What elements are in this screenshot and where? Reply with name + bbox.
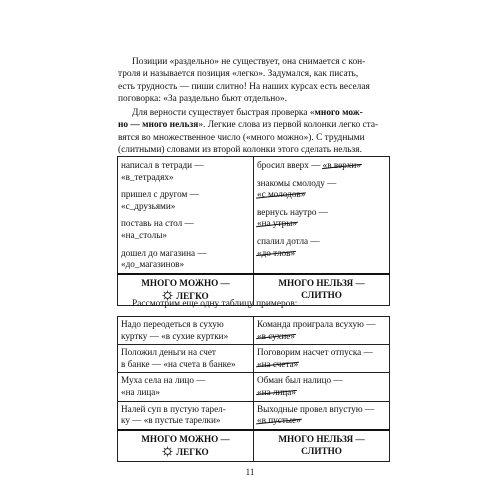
list-item xyxy=(257,347,386,370)
table-row xyxy=(118,345,390,373)
example-phrase: Надо переодеться в сухую xyxy=(121,319,224,329)
footer-joined xyxy=(254,430,390,462)
footer-line: СЛИТНО xyxy=(301,446,342,457)
text-line: есть трудность — пиши слитно! На наших курсах есть веселая xyxy=(118,81,370,92)
example-phrase: поставь на стол — xyxy=(121,218,194,229)
examples-table-2 xyxy=(117,316,390,462)
list-item xyxy=(121,189,250,212)
text-line: троля и называется позиция «легко». Задумался, как писать, xyxy=(118,69,359,80)
text-line: (слитными) словами из второй колонки этого сделать нельзя. xyxy=(118,145,362,156)
text-line xyxy=(118,119,390,131)
text-fragment: Для верности существует быстрая проверка « xyxy=(132,108,315,118)
struck-plural: «на счета» xyxy=(257,358,299,369)
table-row xyxy=(118,401,390,430)
list-item xyxy=(257,375,386,398)
text-fragment: ». Легкие слова из первой колонки легко ста- xyxy=(198,120,379,131)
list-item xyxy=(121,160,250,183)
list-item xyxy=(257,319,386,342)
footer-line: МНОГО НЕЛЬЗЯ — xyxy=(278,434,365,445)
struck-plural: «в пустые» xyxy=(257,415,301,426)
struck-plural: «на утры» xyxy=(257,218,297,229)
example-plural: в банке — «на счета в банке» xyxy=(121,358,236,369)
footer-word: ЛЕГКО xyxy=(176,446,209,457)
text-line: Позиции «раздельно» не существует, она снимается с кон- xyxy=(132,57,366,67)
struck-plural: «в сухие» xyxy=(257,330,295,341)
cell-joined xyxy=(254,401,390,430)
example-line xyxy=(257,160,386,172)
list-item xyxy=(257,236,386,259)
example-phrase: дошел до магазина — xyxy=(121,247,207,258)
example-plural: «с_друзьями» xyxy=(121,200,176,211)
table-row xyxy=(118,373,390,401)
cell-easy xyxy=(118,317,254,345)
example-phrase: Команда проиграла всухую — xyxy=(257,319,376,329)
struck-plural: «на лица» xyxy=(257,386,296,397)
footer-line: МНОГО МОЖНО — xyxy=(141,433,230,444)
text-line: Рассмотрим еще одну таблицу примеров: xyxy=(132,299,298,309)
example-phrase: Выходные провел впустую — xyxy=(257,403,375,414)
example-plural: «до_магазинов» xyxy=(121,259,185,270)
list-item xyxy=(257,207,386,230)
example-plural: куртку — «в сухие куртки» xyxy=(121,330,229,341)
struck-plural: «с молодов» xyxy=(257,189,306,200)
example-phrase: Обман был налицо — xyxy=(257,375,343,386)
list-item xyxy=(121,319,250,342)
struck-plural: «до тлов» xyxy=(257,247,296,258)
footer-line: МНОГО НЕЛЬЗЯ — xyxy=(278,278,365,289)
cell-easy xyxy=(118,401,254,430)
example-phrase: Муха села на лицо — xyxy=(121,375,206,386)
table-footer-row xyxy=(118,430,390,462)
struck-plural: «в верхи» xyxy=(322,160,361,170)
example-plural: «на_столы» xyxy=(121,229,167,240)
example-phrase: знакомы смолоду — xyxy=(257,177,337,188)
cell-joined xyxy=(254,345,390,373)
footer-easy xyxy=(118,430,254,462)
footer-word: ЛЕГКО xyxy=(176,290,209,301)
footer-line: МНОГО МОЖНО — xyxy=(141,277,230,288)
paragraph-second-table xyxy=(118,298,390,310)
example-phrase: вернусь наутро — xyxy=(257,206,328,217)
example-plural: «в_тетрадях» xyxy=(121,171,174,182)
list-item xyxy=(121,248,250,271)
example-phrase: спалил дотла — xyxy=(257,235,320,246)
footer-line xyxy=(120,446,251,459)
sun-emblem-icon xyxy=(162,446,173,457)
table-row xyxy=(118,157,390,274)
list-item xyxy=(257,404,386,427)
bold-term: но — много нельзя xyxy=(118,120,199,131)
text-line: вятся во множественное число («много можно»). С трудными xyxy=(118,132,365,143)
list-item xyxy=(121,404,250,427)
example-phrase: Положил деньги на счет xyxy=(121,347,216,358)
bold-term: много мож- xyxy=(314,108,363,118)
footer-line: СЛИТНО xyxy=(301,290,342,301)
cell-easy xyxy=(118,373,254,401)
list-item xyxy=(121,218,250,241)
examples-table-1 xyxy=(117,156,390,306)
page-number: 11 xyxy=(245,467,255,477)
example-phrase: бросил вверх — xyxy=(257,160,323,170)
example-phrase: написал в тетради — xyxy=(121,160,204,170)
example-phrase: пришел с другом — xyxy=(121,189,199,200)
column-joined xyxy=(254,157,390,274)
column-easy xyxy=(118,157,254,274)
paragraph-check-rule xyxy=(118,107,390,157)
example-plural: «на лица» xyxy=(121,386,160,397)
table-row xyxy=(118,317,390,345)
list-item xyxy=(121,347,250,370)
cell-joined xyxy=(254,317,390,345)
text-line: поговорка: «За раздельно бьют отдельно». xyxy=(118,94,287,105)
text-line xyxy=(118,107,390,119)
list-item xyxy=(257,160,386,172)
list-item xyxy=(121,375,250,398)
example-plural: ку — «в пустые тарелки» xyxy=(121,415,221,426)
cell-easy xyxy=(118,345,254,373)
paragraph-intro xyxy=(118,56,390,106)
list-item xyxy=(257,178,386,201)
example-phrase: Налей суп в пустую тарел- xyxy=(121,403,226,414)
example-phrase: Поговорим насчет отпуска — xyxy=(257,347,373,358)
cell-joined xyxy=(254,373,390,401)
